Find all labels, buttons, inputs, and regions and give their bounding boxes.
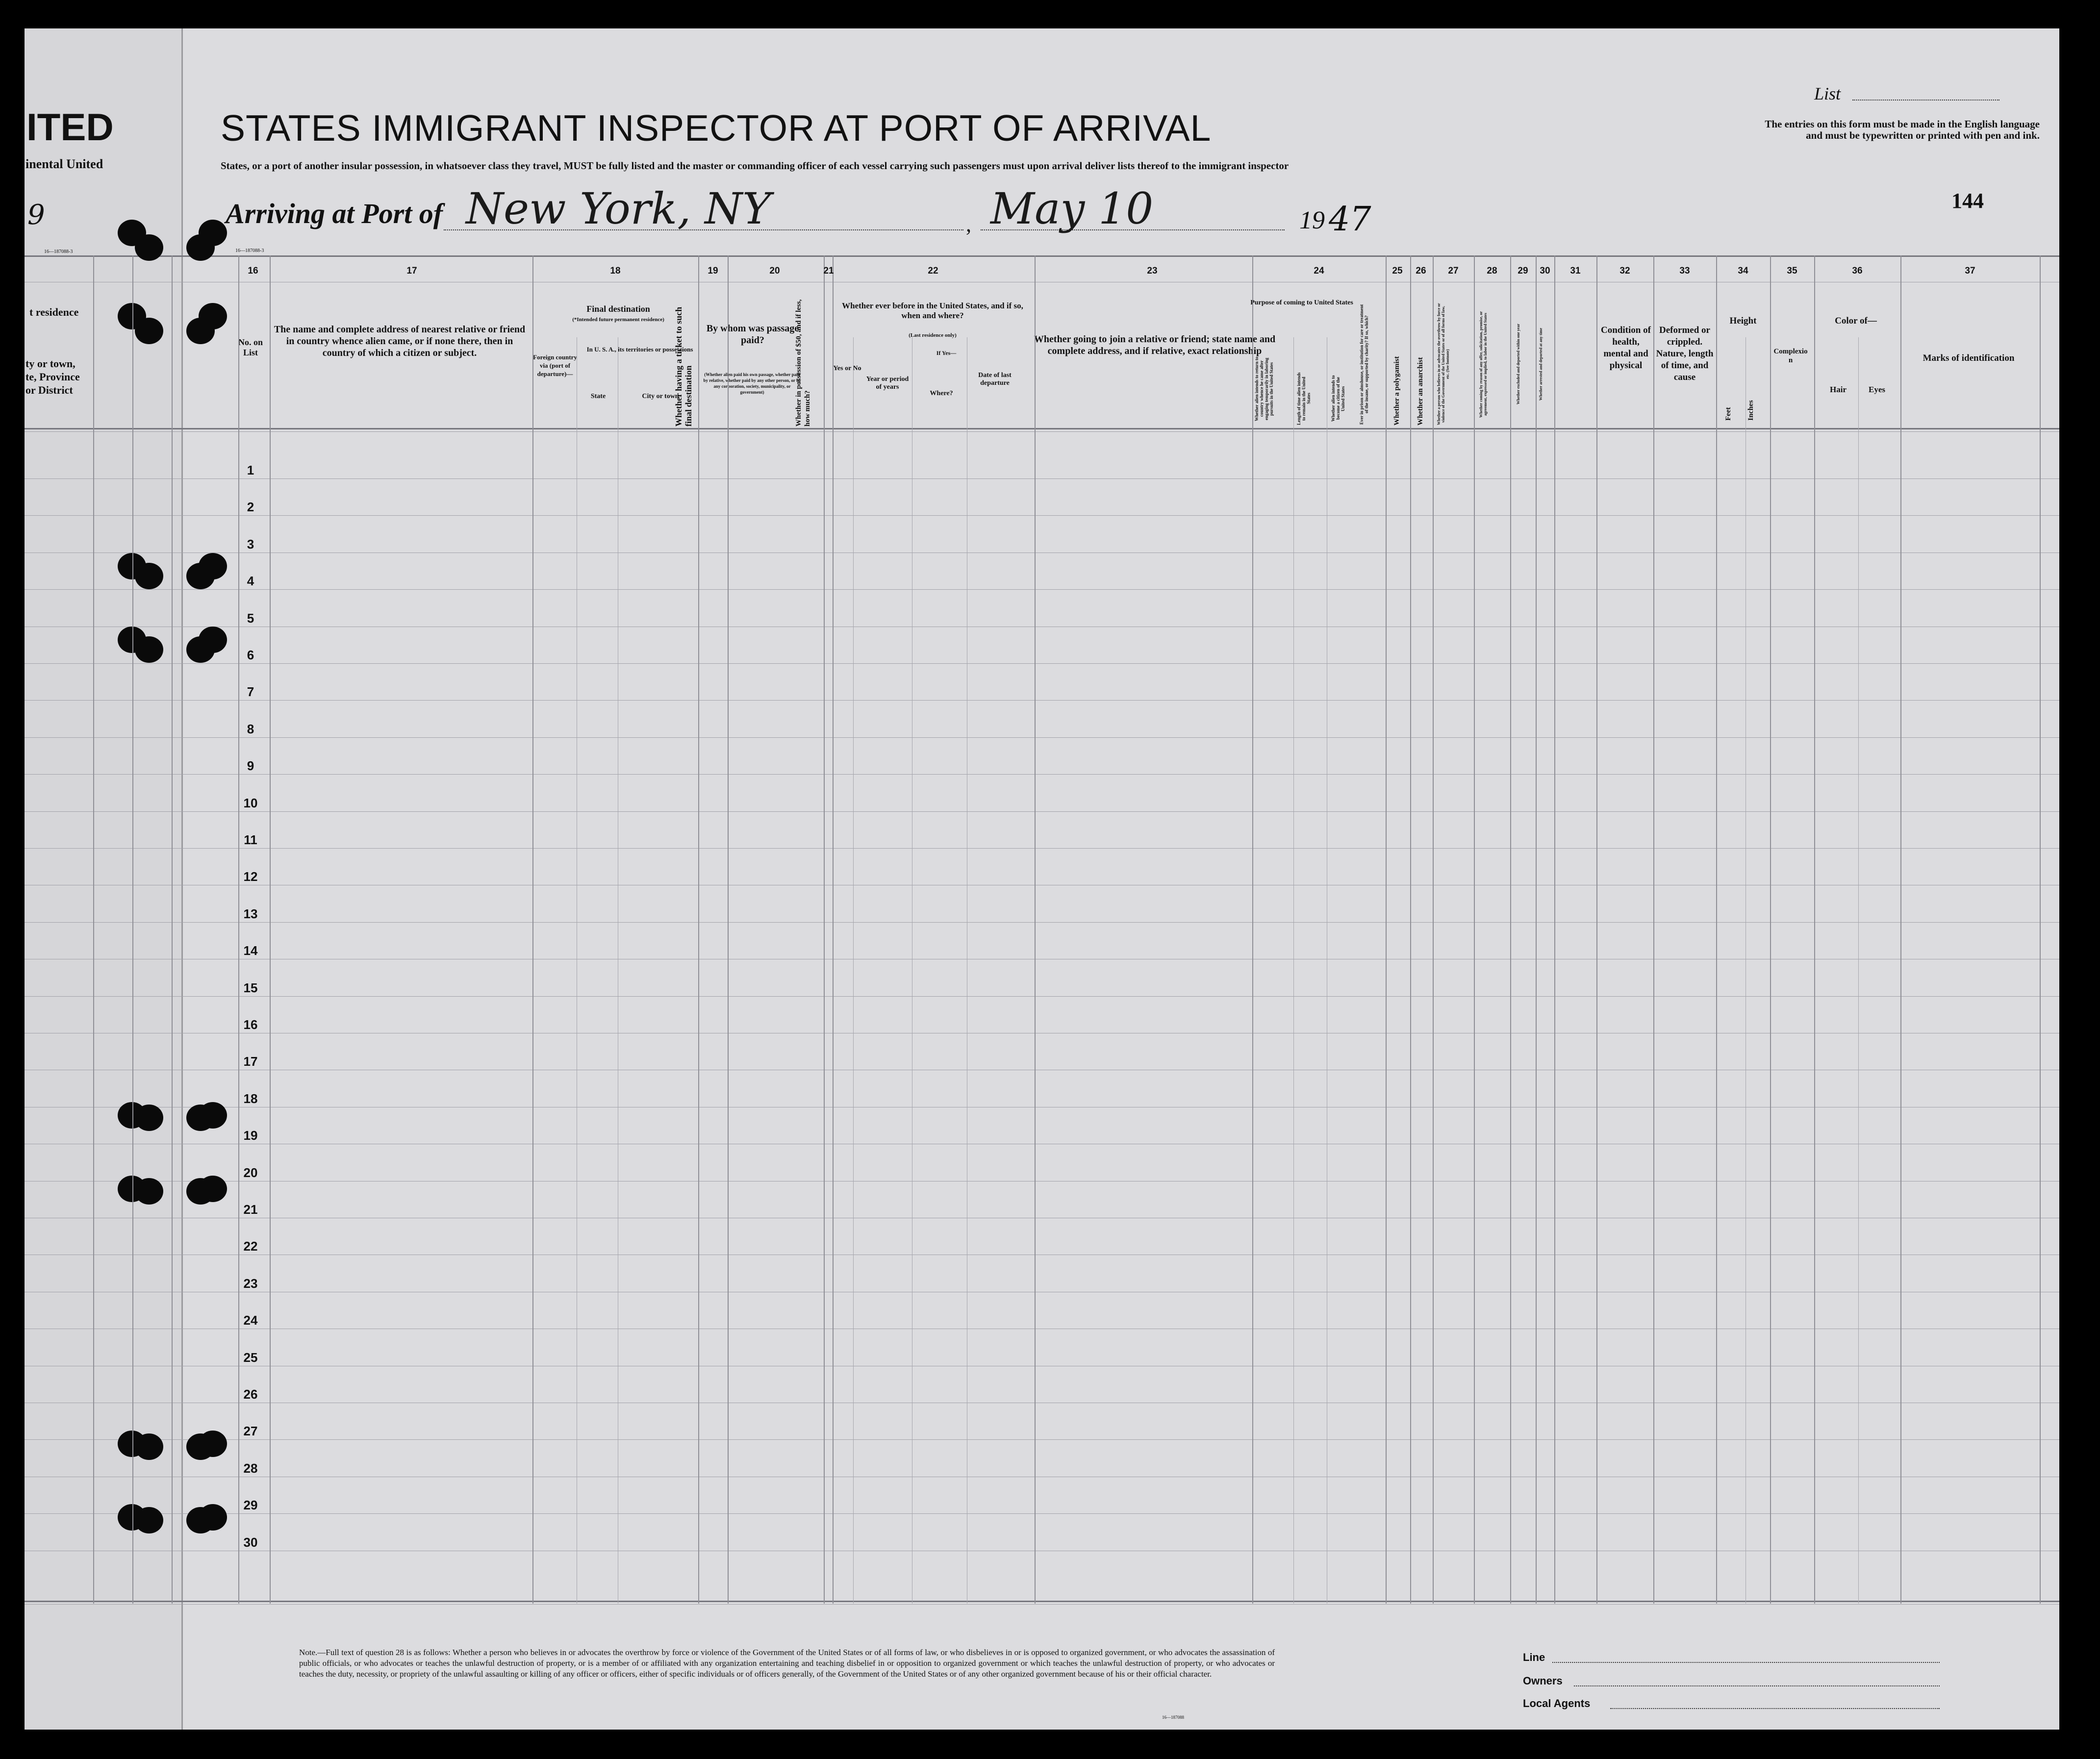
col34-inches: Inches <box>1747 400 1755 421</box>
punch-hole <box>135 318 163 344</box>
column-rule <box>532 255 533 1604</box>
manifest-table <box>25 28 2059 1730</box>
col24-c: Whether alien intends to become a citizen of the United States <box>1331 375 1345 422</box>
col24-a: Whether alien intends to return to country whence he came after engaging temporarily in laboring pursuits in the United States <box>1254 356 1274 421</box>
column-rule <box>1252 255 1253 1604</box>
col22-title: Whether ever before in the United States, and if so, when and where? <box>842 301 1023 320</box>
row-rule <box>25 700 2059 701</box>
left-year-fragment: 9 <box>27 199 45 231</box>
column-rule <box>2040 255 2041 1604</box>
col35-header: Complexion <box>1773 348 1808 364</box>
row-number: 14 <box>243 943 258 958</box>
column-number: 17 <box>406 266 417 276</box>
column-number: 21 <box>823 266 834 276</box>
col22-year: Year or period of years <box>866 376 909 391</box>
column-number: 24 <box>1314 266 1324 276</box>
agents-label: Local Agents <box>1523 1697 1591 1709</box>
column-rule <box>824 255 825 1604</box>
row-number: 6 <box>247 648 254 662</box>
col19-header: Whether having a ticket to such final destination <box>674 306 693 427</box>
column-number: 23 <box>1147 266 1158 276</box>
column-rule <box>1386 255 1387 1604</box>
row-number: 5 <box>247 610 254 626</box>
row-rule <box>25 515 2059 516</box>
row-number: 23 <box>243 1276 258 1291</box>
punch-hole <box>199 1504 227 1531</box>
col36-header: Color of— <box>1835 316 1877 326</box>
col24-b: Length of time alien intends to remain in the United States <box>1296 372 1311 425</box>
row-number: 11 <box>244 832 257 847</box>
row-number: 30 <box>243 1534 258 1550</box>
column-number: 18 <box>610 266 621 276</box>
row-number: 20 <box>243 1165 258 1180</box>
row-number: 2 <box>247 500 254 515</box>
column-rule <box>1510 255 1511 1604</box>
punch-hole <box>199 220 227 246</box>
left-col-residence: t residence <box>29 306 79 318</box>
column-rule <box>1814 255 1815 1604</box>
row-number: 1 <box>247 463 254 477</box>
punch-hole <box>199 1102 227 1129</box>
col18-state: State <box>590 393 606 400</box>
column-number: 26 <box>1416 266 1426 276</box>
column-rule <box>1433 255 1434 1604</box>
row-number: 28 <box>243 1460 258 1476</box>
column-number: 28 <box>1487 266 1497 276</box>
column-number: 31 <box>1570 266 1581 276</box>
left-page-rule <box>93 255 94 1604</box>
row-rule <box>25 1513 2059 1514</box>
left-col-residence-sub: ty or town, te, Province or District <box>25 357 80 396</box>
col16-header: No. on List <box>238 337 263 357</box>
row-rule <box>25 996 2059 997</box>
col31-header: Whether arrested and deported at any time <box>1539 327 1543 401</box>
column-number: 25 <box>1392 266 1403 276</box>
port-value: New York, NY <box>466 183 771 234</box>
owners-blank <box>1574 1685 1940 1686</box>
row-number: 22 <box>243 1239 258 1254</box>
column-number: 33 <box>1679 266 1690 276</box>
col22-ifyes: If Yes— <box>936 350 957 356</box>
column-number: 16 <box>248 266 258 276</box>
column-rule <box>728 255 729 1604</box>
row-number: 8 <box>247 721 254 736</box>
col18-foreign: Foreign country via (port of departure)— <box>533 353 577 377</box>
owners-label: Owners <box>1523 1675 1563 1687</box>
row-rule <box>25 589 2059 590</box>
column-rule <box>270 255 271 1604</box>
column-rule <box>132 255 133 1604</box>
col22-date: Date of last departure <box>978 372 1012 387</box>
punch-hole <box>135 1178 163 1205</box>
punch-hole <box>135 1507 163 1533</box>
row-number: 26 <box>243 1387 258 1402</box>
row-number: 18 <box>243 1091 258 1106</box>
punch-hole <box>199 553 227 579</box>
punch-hole <box>135 1433 163 1460</box>
col22-sub: (Last residence only) <box>909 332 957 338</box>
row-rule <box>25 811 2059 812</box>
row-number: 16 <box>243 1017 258 1032</box>
punch-hole <box>135 1105 163 1131</box>
row-rule <box>25 774 2059 775</box>
arriving-label: Arriving at Port of <box>226 198 443 229</box>
row-rule <box>25 848 2059 849</box>
column-rule <box>1410 255 1411 1604</box>
row-number: 27 <box>243 1424 258 1439</box>
agents-blank <box>1610 1708 1940 1709</box>
footer-note: Note.—Full text of question 28 is as follows: Whether a person who believes in or advocates the overthrow by force or violence of the Government of the United States or of all forms of law, or who disbelieves in or is opposed to organized government, or who advocates the assassination of public officials, or who advocates or teaches the unlawful destruction of property, or is a member of or affiliated with any organization entertaining and teaching disbelief in or opposition to organized government or which teaches the unlawful destruction of property, or who advocates or teaches the duty, necessity, or propriety of the unlawful assaulting or killing of any officer or officers, either of specific individuals or of officers generally, of the Government of the United States or of any other organized government because of his or their official character. <box>299 1648 1275 1679</box>
punch-hole <box>199 1431 227 1457</box>
row-number: 25 <box>243 1350 258 1365</box>
punch-hole <box>135 234 163 261</box>
col25-header: Ever in prison or almshouse, or institution for care or treatment of the insane, or supported by charity? If so, which? <box>1359 304 1369 425</box>
column-rule <box>698 255 699 1604</box>
column-number: 35 <box>1787 266 1797 276</box>
column-rule <box>833 255 834 1604</box>
col20-title: By whom was passage paid? <box>706 323 799 346</box>
col28-header: Whether a person who believes in or advocates the overthrow by force or violence of the Government of the United States or of all forms of law, etc. (See footnote) <box>1437 303 1450 426</box>
line-label: Line <box>1523 1651 1545 1663</box>
column-number: 32 <box>1619 266 1630 276</box>
punch-hole <box>135 636 163 663</box>
column-number: 36 <box>1852 266 1863 276</box>
left-page-rule <box>172 255 173 1604</box>
punch-hole <box>199 303 227 329</box>
column-number: 37 <box>1965 266 1975 276</box>
column-number: 29 <box>1518 266 1528 276</box>
col21-header: Whether in possession of $50, and if less, how much? <box>795 299 811 427</box>
column-number: 30 <box>1540 266 1550 276</box>
col26-header: Whether a polygamist <box>1393 356 1401 426</box>
col36-eyes: Eyes <box>1869 385 1885 394</box>
col29-header: Whether coming by reason of any offer, solicitation, promise, or agreement, expressed or implied, to labor in the United States <box>1479 311 1488 418</box>
row-rule <box>25 922 2059 923</box>
sub-column-rule <box>853 337 854 1604</box>
line-blank <box>1552 1662 1940 1663</box>
column-number: 27 <box>1448 266 1459 276</box>
row-number: 4 <box>247 574 254 589</box>
sub-column-rule <box>1858 337 1859 1604</box>
column-rule <box>1554 255 1555 1604</box>
row-number: 9 <box>247 758 254 774</box>
column-rule <box>1900 255 1901 1604</box>
footer-form-number: 16—187088 <box>1162 1715 1184 1720</box>
row-number: 29 <box>243 1498 258 1513</box>
column-number: 34 <box>1738 266 1748 276</box>
col23-header: Whether going to join a relative or friend; state name and complete address, and if relative, exact relationship <box>1034 334 1276 356</box>
row-number: 7 <box>247 684 254 700</box>
column-rule <box>238 255 239 1604</box>
comma: , <box>966 212 971 236</box>
column-rule <box>1536 255 1537 1604</box>
col34-header: Height <box>1729 316 1757 326</box>
col24-title: Purpose of coming to United States <box>1250 299 1353 306</box>
row-number: 13 <box>243 906 258 921</box>
row-rule <box>25 1439 2059 1440</box>
column-number: 22 <box>928 266 938 276</box>
left-subtitle-fragment: inental United <box>25 157 103 171</box>
page-title: STATES IMMIGRANT INSPECTOR AT PORT OF ARRIVAL <box>221 107 1212 149</box>
year-value: 47 <box>1329 200 1371 239</box>
year-prefix: 19 <box>1299 206 1325 234</box>
col18-title: Final destination <box>586 304 650 314</box>
row-number: 12 <box>243 869 258 884</box>
column-number: 20 <box>769 266 780 276</box>
date-value: May 10 <box>990 183 1154 234</box>
list-label: List <box>1814 84 1841 103</box>
col27-header: Whether an anarchist <box>1417 357 1424 426</box>
column-rule <box>1474 255 1475 1604</box>
column-rule <box>1035 255 1036 1604</box>
col33-header: Deformed or crippled. Nature, length of time, and cause <box>1656 325 1714 382</box>
row-number: 17 <box>243 1054 258 1069</box>
row-number: 19 <box>243 1128 258 1143</box>
col20-sub: (Whether alien paid his own passage, whether paid by relative, whether paid by any other person, or by any corporation, society, municipality, or government) <box>703 372 801 395</box>
column-number: 19 <box>708 266 718 276</box>
punch-hole <box>199 627 227 653</box>
col18-city: City or town <box>642 393 679 400</box>
col18-usa: In U. S. A., its territories or possessions <box>586 346 693 353</box>
row-number: 21 <box>243 1202 258 1217</box>
col36-hair: Hair <box>1830 385 1847 394</box>
header-subtitle: States, or a port of another insular possession, in whatsoever class they travel, MUST be fully listed and the master or commanding officer of each vessel carrying such passengers must upon arrival deliver lists thereof to the immigrant inspector <box>221 160 1289 172</box>
col32-header: Condition of health, mental and physical <box>1601 325 1651 371</box>
column-rule <box>1716 255 1717 1604</box>
column-rule <box>1596 255 1597 1604</box>
row-rule <box>25 663 2059 664</box>
instructions-text: The entries on this form must be made in the English language and must be typewritten or printed with pen and ink. <box>1765 118 2040 141</box>
row-rule <box>25 737 2059 738</box>
col37-header: Marks of identification <box>1923 353 2015 363</box>
col22-where: Where? <box>930 390 953 397</box>
col18-sub: (*Intended future permanent residence) <box>572 317 664 323</box>
punch-hole <box>135 563 163 589</box>
row-number: 15 <box>243 980 258 995</box>
column-rule <box>1770 255 1771 1604</box>
row-number: 10 <box>243 795 258 810</box>
page-number: 144 <box>1951 189 1984 213</box>
row-number: 3 <box>247 536 254 552</box>
manifest-sheet <box>25 28 2059 1730</box>
punch-hole <box>199 1176 227 1202</box>
row-rule <box>25 478 2059 479</box>
col30-header: Whether excluded and deported within one year <box>1516 324 1520 405</box>
col17-header: The name and complete address of nearest relative or friend in country whence alien came, or if none there, then in country of which a citizen or subject. <box>274 324 526 358</box>
row-number: 24 <box>243 1313 258 1328</box>
form-number: 16—187088-3 <box>235 248 264 253</box>
left-title-fragment: ITED <box>26 105 114 149</box>
sub-column-rule <box>1293 337 1294 1604</box>
col22-yesno: Yes or No <box>833 365 861 372</box>
column-rule <box>1653 255 1654 1604</box>
col34-feet: Feet <box>1724 407 1732 421</box>
left-form-number: 16—187088-3 <box>44 249 73 254</box>
